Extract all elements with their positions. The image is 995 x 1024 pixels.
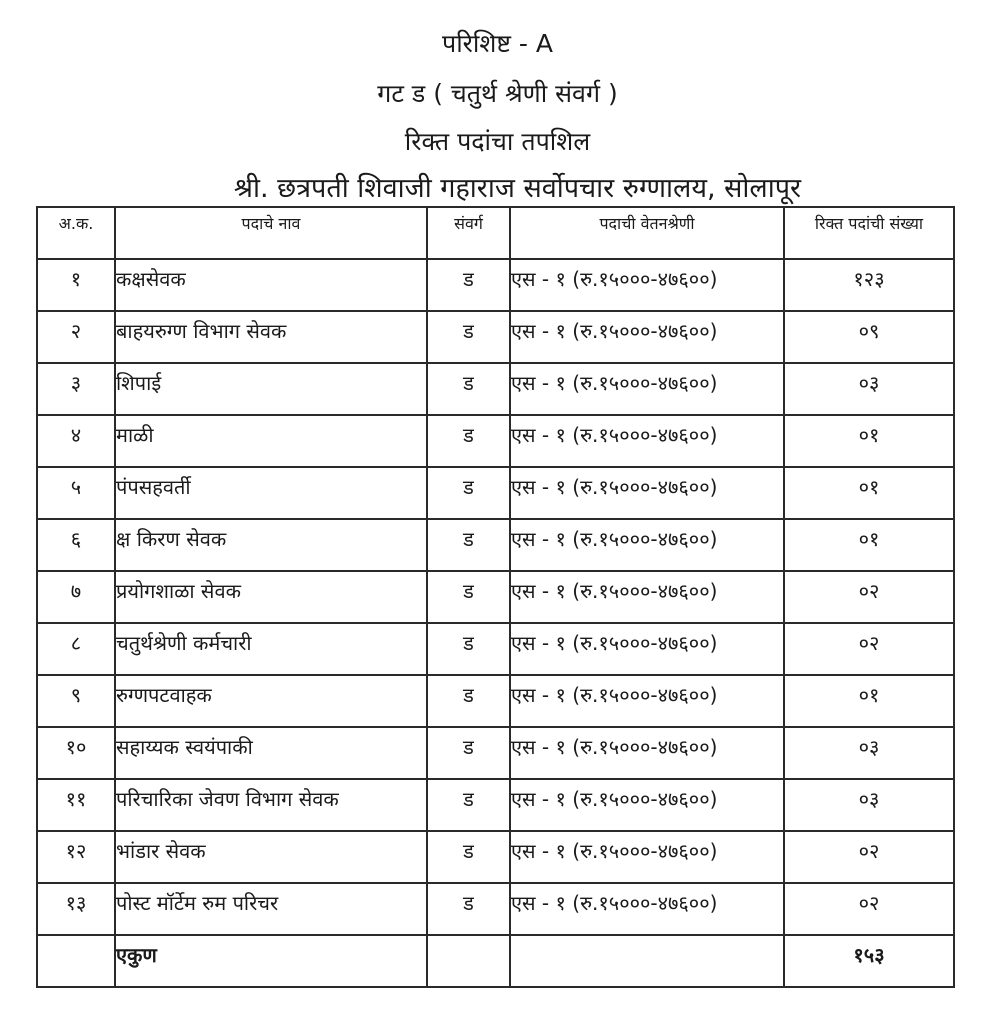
- pay-scale-cell: एस - १ (रु.१५०००-४७६००): [510, 311, 784, 363]
- col-header-post-name: पदाचे नाव: [115, 207, 427, 259]
- cadre-cell: ड: [427, 519, 510, 571]
- cadre-cell: ड: [427, 363, 510, 415]
- serial-cell: ११: [37, 779, 115, 831]
- vacancy-table: [36, 206, 955, 988]
- vacancy-count-cell: ०३: [784, 779, 954, 831]
- vacancy-count-cell: ०१: [784, 519, 954, 571]
- cadre-cell: ड: [427, 623, 510, 675]
- pay-scale-cell: एस - १ (रु.१५०००-४७६००): [510, 727, 784, 779]
- pay-scale-cell: एस - १ (रु.१५०००-४७६००): [510, 831, 784, 883]
- pay-scale-cell: एस - १ (रु.१५०००-४७६००): [510, 259, 784, 311]
- serial-cell: १३: [37, 883, 115, 935]
- table-header-row: [37, 207, 954, 259]
- serial-cell: ४: [37, 415, 115, 467]
- pay-scale-cell: एस - १ (रु.१५०००-४७६००): [510, 519, 784, 571]
- vacancy-count-cell: ०२: [784, 831, 954, 883]
- serial-cell: ६: [37, 519, 115, 571]
- pay-scale-cell: एस - १ (रु.१५०००-४७६००): [510, 467, 784, 519]
- post-name-cell: शिपाई: [115, 363, 427, 415]
- cadre-cell: ड: [427, 675, 510, 727]
- cadre-cell: ड: [427, 311, 510, 363]
- post-name-cell: प्रयोगशाळा सेवक: [115, 571, 427, 623]
- col-header-vacancy-count: रिक्त पदांची संख्या: [784, 207, 954, 259]
- vacancy-count-cell: ०१: [784, 415, 954, 467]
- total-row: [37, 935, 954, 987]
- pay-scale-cell: एस - १ (रु.१५०००-४७६००): [510, 675, 784, 727]
- table-row: [37, 727, 954, 779]
- appendix-title: परिशिष्ट - A: [442, 29, 553, 58]
- post-name-cell: सहाय्यक स्वयंपाकी: [115, 727, 427, 779]
- post-name-cell: भांडार सेवक: [115, 831, 427, 883]
- cadre-cell: ड: [427, 727, 510, 779]
- table-row: [37, 363, 954, 415]
- vacancy-details-title: रिक्त पदांचा तपशिल: [404, 127, 591, 156]
- cadre-cell: ड: [427, 883, 510, 935]
- vacancy-count-cell: ०१: [784, 467, 954, 519]
- total-empty-cell: [510, 935, 784, 987]
- serial-cell: ८: [37, 623, 115, 675]
- post-name-cell: चतुर्थश्रेणी कर्मचारी: [115, 623, 427, 675]
- serial-cell: ३: [37, 363, 115, 415]
- post-name-cell: कक्षसेवक: [115, 259, 427, 311]
- serial-cell: ७: [37, 571, 115, 623]
- vacancy-count-cell: ०२: [784, 623, 954, 675]
- total-count: १५३: [784, 935, 954, 987]
- vacancy-count-cell: ०३: [784, 727, 954, 779]
- cadre-cell: ड: [427, 779, 510, 831]
- table-row: [37, 831, 954, 883]
- table-row: [37, 259, 954, 311]
- post-name-cell: क्ष किरण सेवक: [115, 519, 427, 571]
- table-row: [37, 623, 954, 675]
- group-title: गट ड ( चतुर्थ श्रेणी संवर्ग ): [377, 79, 618, 108]
- cadre-cell: ड: [427, 831, 510, 883]
- col-header-sr: अ.क.: [37, 207, 115, 259]
- serial-cell: ५: [37, 467, 115, 519]
- serial-cell: १२: [37, 831, 115, 883]
- col-header-pay-scale: पदाची वेतनश्रेणी: [510, 207, 784, 259]
- total-empty-cell: [427, 935, 510, 987]
- hospital-name: श्री. छत्रपती शिवाजी गहाराज सर्वोपचार रुग्णालय, सोलापूर: [233, 173, 802, 204]
- table-row: [37, 519, 954, 571]
- cadre-cell: ड: [427, 467, 510, 519]
- post-name-cell: पंपसहवर्ती: [115, 467, 427, 519]
- pay-scale-cell: एस - १ (रु.१५०००-४७६००): [510, 779, 784, 831]
- table-body: [37, 259, 954, 987]
- vacancy-count-cell: ०२: [784, 883, 954, 935]
- vacancy-count-cell: ०२: [784, 571, 954, 623]
- vacancy-count-cell: १२३: [784, 259, 954, 311]
- pay-scale-cell: एस - १ (रु.१५०००-४७६००): [510, 415, 784, 467]
- cadre-cell: ड: [427, 415, 510, 467]
- cadre-cell: ड: [427, 259, 510, 311]
- serial-cell: १: [37, 259, 115, 311]
- vacancy-count-cell: ०९: [784, 311, 954, 363]
- total-label: एकुण: [115, 935, 427, 987]
- serial-cell: १०: [37, 727, 115, 779]
- cadre-cell: ड: [427, 571, 510, 623]
- post-name-cell: रुग्णपटवाहक: [115, 675, 427, 727]
- table-row: [37, 571, 954, 623]
- table-row: [37, 415, 954, 467]
- table-row: [37, 311, 954, 363]
- vacancy-count-cell: ०३: [784, 363, 954, 415]
- total-empty-cell: [37, 935, 115, 987]
- col-header-cadre: संवर्ग: [427, 207, 510, 259]
- table-row: [37, 779, 954, 831]
- pay-scale-cell: एस - १ (रु.१५०००-४७६००): [510, 623, 784, 675]
- table-row: [37, 883, 954, 935]
- post-name-cell: माळी: [115, 415, 427, 467]
- pay-scale-cell: एस - १ (रु.१५०००-४७६००): [510, 571, 784, 623]
- pay-scale-cell: एस - १ (रु.१५०००-४७६००): [510, 363, 784, 415]
- pay-scale-cell: एस - १ (रु.१५०००-४७६००): [510, 883, 784, 935]
- serial-cell: ९: [37, 675, 115, 727]
- serial-cell: २: [37, 311, 115, 363]
- post-name-cell: पोस्ट मॉर्टेम रुम परिचर: [115, 883, 427, 935]
- table-row: [37, 675, 954, 727]
- table-row: [37, 467, 954, 519]
- post-name-cell: बाहयरुग्ण विभाग सेवक: [115, 311, 427, 363]
- post-name-cell: परिचारिका जेवण विभाग सेवक: [115, 779, 427, 831]
- vacancy-count-cell: ०१: [784, 675, 954, 727]
